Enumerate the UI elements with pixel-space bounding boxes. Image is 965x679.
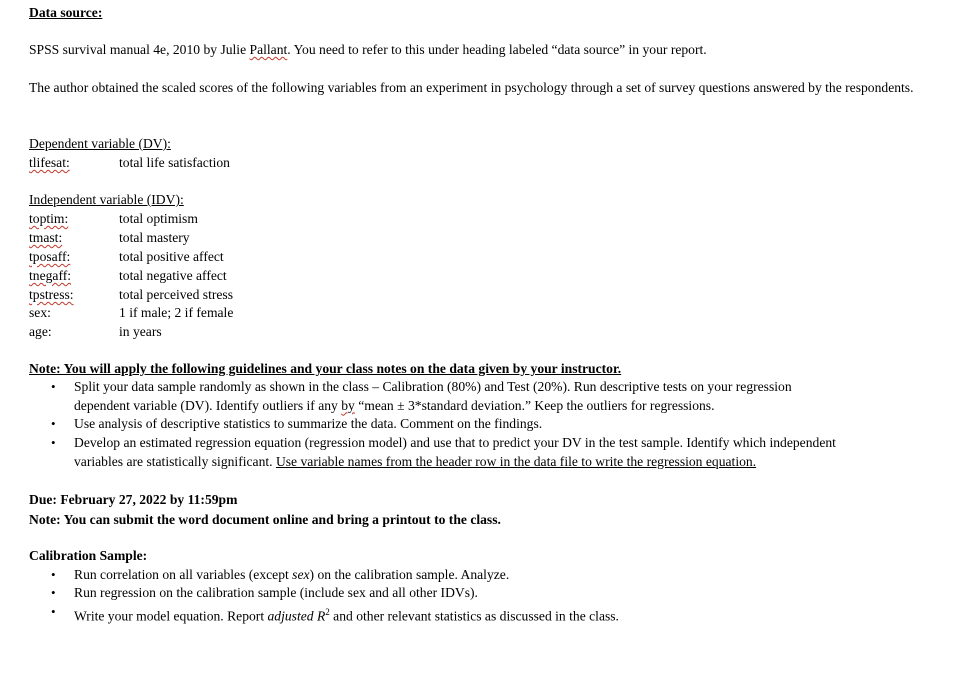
idv-row [29,229,190,246]
var-name: tpstress: [29,287,74,302]
dv-heading: Dependent variable (DV): [29,136,171,151]
note-bullet-1-line2-pre: dependent variable (DV). Identify outliers if any [74,397,342,413]
var-desc: total perceived stress [119,287,233,302]
idv-row [29,323,162,340]
bullet-icon: • [51,379,56,394]
idv-row [29,304,233,321]
calib-bullet-3-em: adjusted R [267,608,326,624]
bullet-icon: • [51,585,56,600]
note-bullet-1-line1: Split your data sample randomly as shown in the class – Calibration (80%) and Test (20%). Run descriptive tests on your regression [74,379,792,394]
var-name: toptim: [29,211,69,226]
var-name: sex: [29,305,51,320]
due-date: Due: February 27, 2022 by 11:59pm [29,492,238,507]
var-name: age: [29,324,52,339]
calib-bullet-3-post: and other relevant statistics as discussed in the class. [329,608,619,624]
var-desc: total life satisfaction [119,155,230,170]
calib-bullet-1-pre: Run correlation on all variables (except [74,567,293,582]
calib-bullet-1-post: ) on the calibration sample. Analyze. [309,567,510,582]
bullet-icon: • [51,416,56,431]
citation [29,41,707,58]
calib-bullet-3-pre: Write your model equation. Report [74,608,268,624]
bullet-icon: • [51,604,56,619]
var-desc: total positive affect [119,249,224,264]
citation-pre: SPSS survival manual 4e, 2010 by Julie [29,42,250,57]
calib-bullet-3-sup: 2 [325,607,330,617]
citation-post: . You need to refer to this under heading labeled “data source” in your report. [287,42,707,57]
var-desc: total negative affect [119,268,227,283]
note-bullet-3-underlined: Use variable names from the header row in the data file to write the regression equation. [275,453,757,469]
data-source-heading: Data source: [29,5,103,20]
calib-bullet-1-em: sex [292,567,310,582]
idv-heading: Independent variable (IDV): [29,192,184,207]
var-name: tlifesat: [29,155,70,170]
var-desc: 1 if male; 2 if female [119,305,234,320]
note-bullet-3-line1: Develop an estimated regression equation (regression model) and use that to predict your DV in the test sample. Identify which independent [74,435,836,450]
note-bullet-2: Use analysis of descriptive statistics to summarize the data. Comment on the findings. [74,416,543,431]
calibration-heading: Calibration Sample: [29,548,148,563]
note-heading: Note: You will apply the following guidelines and your class notes on the data given by your instructor. [29,361,622,376]
idv-row [29,286,233,303]
var-desc: in years [119,324,162,339]
var-desc: total optimism [119,211,198,226]
var-name: tnegaff: [29,268,72,283]
note-bullet-1-by: by [341,397,355,413]
data-description: The author obtained the scaled scores of the following variables from an experiment in psychology through a set of survey questions answered by the respondents. [29,80,914,95]
submission-note: Note: You can submit the word document online and bring a printout to the class. [29,512,501,527]
bullet-icon: • [51,435,56,450]
idv-row [29,210,198,227]
note-bullet-3-line2-pre: variables are statistically significant. [74,453,276,469]
idv-row [29,248,224,265]
var-name: tmast: [29,230,63,245]
note-bullet-1-line2-post: “mean ± 3*standard deviation.” Keep the outliers for regressions. [354,397,715,413]
citation-author: Pallant [249,42,288,57]
dv-row [29,154,230,171]
var-desc: total mastery [119,230,190,245]
calib-bullet-2: Run regression on the calibration sample (include sex and all other IDVs). [74,585,478,600]
bullet-icon: • [51,567,56,582]
idv-row [29,267,227,284]
var-name: tposaff: [29,249,71,264]
